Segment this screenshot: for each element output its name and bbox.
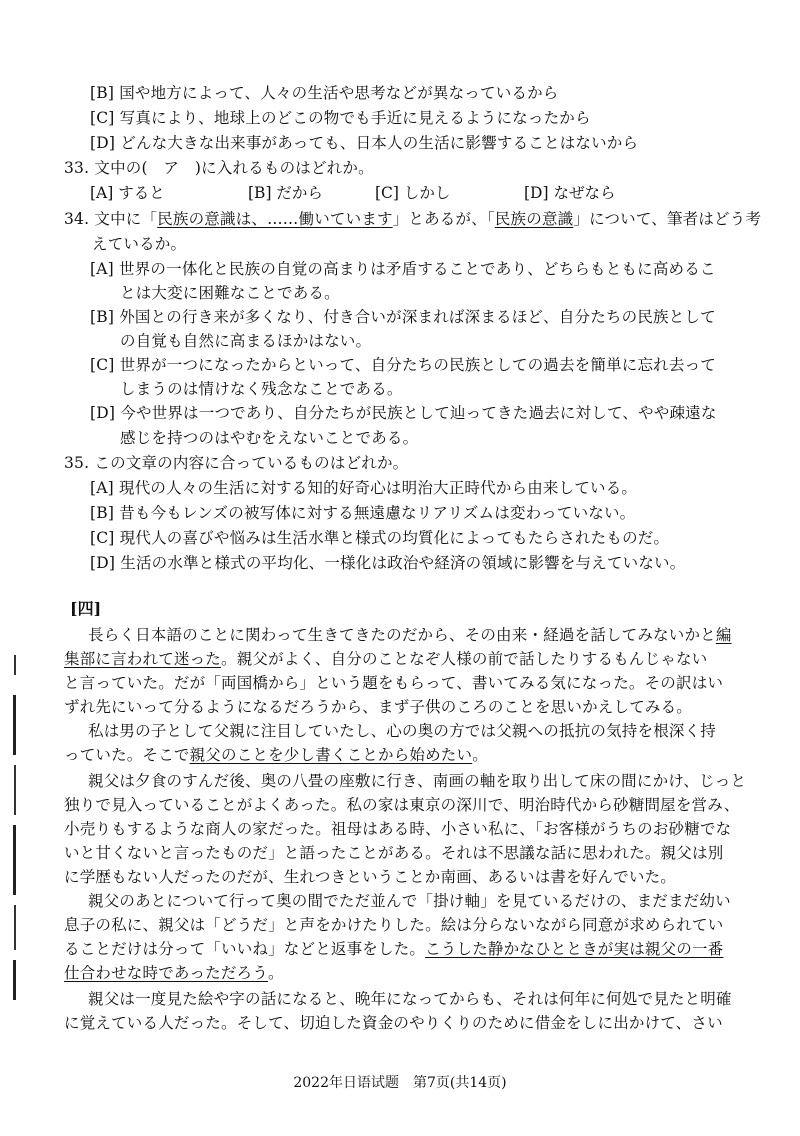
- q34-stem: [64, 208, 761, 230]
- q35-option-c: [C] 現代人の喜びや悩みは生活水準と様式の均質化によってもたらされたものだ。: [90, 529, 670, 547]
- passage-line: [64, 938, 723, 960]
- q35-option-d: [D] 生活の水準と様式の平均化、一様化は政治や経済の領域に影響を与えていない。: [90, 554, 686, 572]
- passage-line: [64, 962, 284, 984]
- q33-stem: 33. 文中の( ア )に入れるものはどれか。: [64, 159, 374, 177]
- q34-option-a-line1: [A] 世界の一体化と民族の自覚の高まりは矛盾することであり、どちらもともに高めるこ: [90, 260, 716, 278]
- passage-line: 親父のあとについて行って奥の間でただ並んで「掛け軸」を見ているだけの、まだまだ幼い: [88, 892, 731, 910]
- passage-line: いと甘くないと言ったものだ」と語ったことがある。それは不思議な話に思われた。親父は別: [64, 844, 724, 862]
- q33-option-a: [A] すると: [90, 184, 165, 202]
- passage-text: ることだけは分って「いいね」などと返事をした。: [64, 940, 426, 958]
- q35-option-b: [B] 昔も今もレンズの被写体に対する無遠慮なリアリズムは変わっていない。: [90, 504, 636, 522]
- q34-option-a-line2: とは大変に困難なことである。: [120, 284, 340, 302]
- q32-option-b: [B] 国や地方によって、人々の生活や思考などが異なっているから: [90, 84, 559, 102]
- q32-option-d: [D] どんな大きな出来事があっても、日本人の生活に影響することはないから: [90, 134, 639, 152]
- q33-option-b: [B] だから: [248, 184, 323, 202]
- passage-underline-2: 親父のことを少し書くことから始めたい: [189, 746, 473, 764]
- passage-line: に学歴もない人だったのだが、生れつきということか南画、あるいは書を好んでいた。: [64, 868, 676, 886]
- passage-line: ずれ先にいって分るようになるだろうから、まず子供のころのことを思いかえしてみる。: [64, 698, 693, 716]
- q34-stem-post: 」について、筆者はどう考: [573, 210, 762, 228]
- passage-line: [64, 744, 488, 766]
- passage-underline-1b: 集部に言われて迷った: [64, 650, 222, 668]
- passage-line: 息子の私に、親父は「どうだ」と声をかけたりした。絵は分らないながら同意が求められてい: [64, 916, 724, 934]
- q34-option-b-line1: [B] 外国との行き来が多くなり、付き合いが深まれば深まるほど、自分たちの民族として: [90, 308, 716, 326]
- passage-text: 長らく日本語のことに関わって生きてきたのだから、その由来・経過を話してみないかと: [88, 626, 716, 644]
- passage-line: 親父は夕食のすんだ後、奥の八畳の座敷に行き、南画の軸を取り出して床の間にかけ、じっと: [88, 772, 747, 790]
- passage-line: [64, 648, 707, 670]
- passage-line: 親父は一度見た絵や字の話になると、晩年になってからも、それは何年に何処で見たと明確: [88, 990, 732, 1008]
- section-title: [四]: [70, 599, 102, 618]
- q32-option-c: [C] 写真により、地球上のどこの物でも手近に見えるようになったから: [90, 109, 591, 127]
- page-footer: 2022年日语试题 第7页(共14页): [293, 1075, 507, 1091]
- q34-stem-underline-1: 民族の意識は、……働いています: [157, 210, 393, 228]
- q34-stem-underline-2: 民族の意識: [494, 210, 574, 228]
- passage-line: 独りで見入っていることがよくあった。私の家は東京の深川で、明治時代から砂糖問屋を営み、: [64, 796, 740, 814]
- q34-stem-line2: えているか。: [92, 235, 187, 253]
- passage-text: 。: [267, 964, 284, 982]
- q34-option-d-line2: 感じを持つのはやむをえないことである。: [120, 429, 419, 447]
- q34-option-b-line2: の自覚も自然に高まるほかはない。: [120, 332, 372, 350]
- passage-underline-1a: 編: [715, 626, 732, 644]
- q34-option-c-line1: [C] 世界が一つになったからといって、自分たちの民族としての過去を簡単に忘れ去って: [90, 356, 716, 374]
- q33-option-d: [D] なぜなら: [524, 184, 616, 202]
- q35-option-a: [A] 現代の人々の生活に対する知的好奇心は明治大正時代から由来している。: [90, 479, 638, 497]
- passage-text: 。: [472, 746, 488, 764]
- q34-option-c-line2: しまうのは情けなく残念なことである。: [120, 380, 403, 398]
- q34-option-d-line1: [D] 今や世界は一つであり、自分たちが民族として辿ってきた過去に対して、やや疎遠な: [90, 404, 717, 422]
- q34-stem-mid: 」とあるが、「: [392, 210, 495, 228]
- q35-stem: 35. この文章の内容に合っているものはどれか。: [64, 454, 409, 472]
- passage-underline-3b: 仕合わせな時であっただろう: [64, 964, 268, 982]
- passage-line: [88, 624, 732, 646]
- passage-underline-3a: こうした静かなひとときが実は親父の一番: [425, 940, 724, 958]
- passage-line: に覚えている人だった。そして、切迫した資金のやりくりのために借金をしに出かけて、さい: [64, 1014, 723, 1032]
- passage-text: っていた。そこで: [64, 746, 190, 764]
- q34-stem-pre: 34. 文中に「: [64, 210, 158, 228]
- q33-option-c: [C] しかし: [375, 184, 451, 202]
- passage-text: 。親父がよく、自分のことなぞ人様の前で話したりするもんじゃない: [221, 650, 708, 668]
- scan-binding-mark: [12, 655, 18, 1005]
- passage-line: 小売りもするような商人の家だった。祖母はある時、小さい私に、「お客様がうちのお砂糖でな: [64, 820, 732, 838]
- passage-line: 私は男の子として父親に注目していたし、心の奥の方では父親への抵抗の気持を根深く持: [88, 722, 717, 740]
- passage-line: と言っていた。だが「両国橋から」という題をもらって、書いてみる気になった。その訳はい: [64, 674, 724, 692]
